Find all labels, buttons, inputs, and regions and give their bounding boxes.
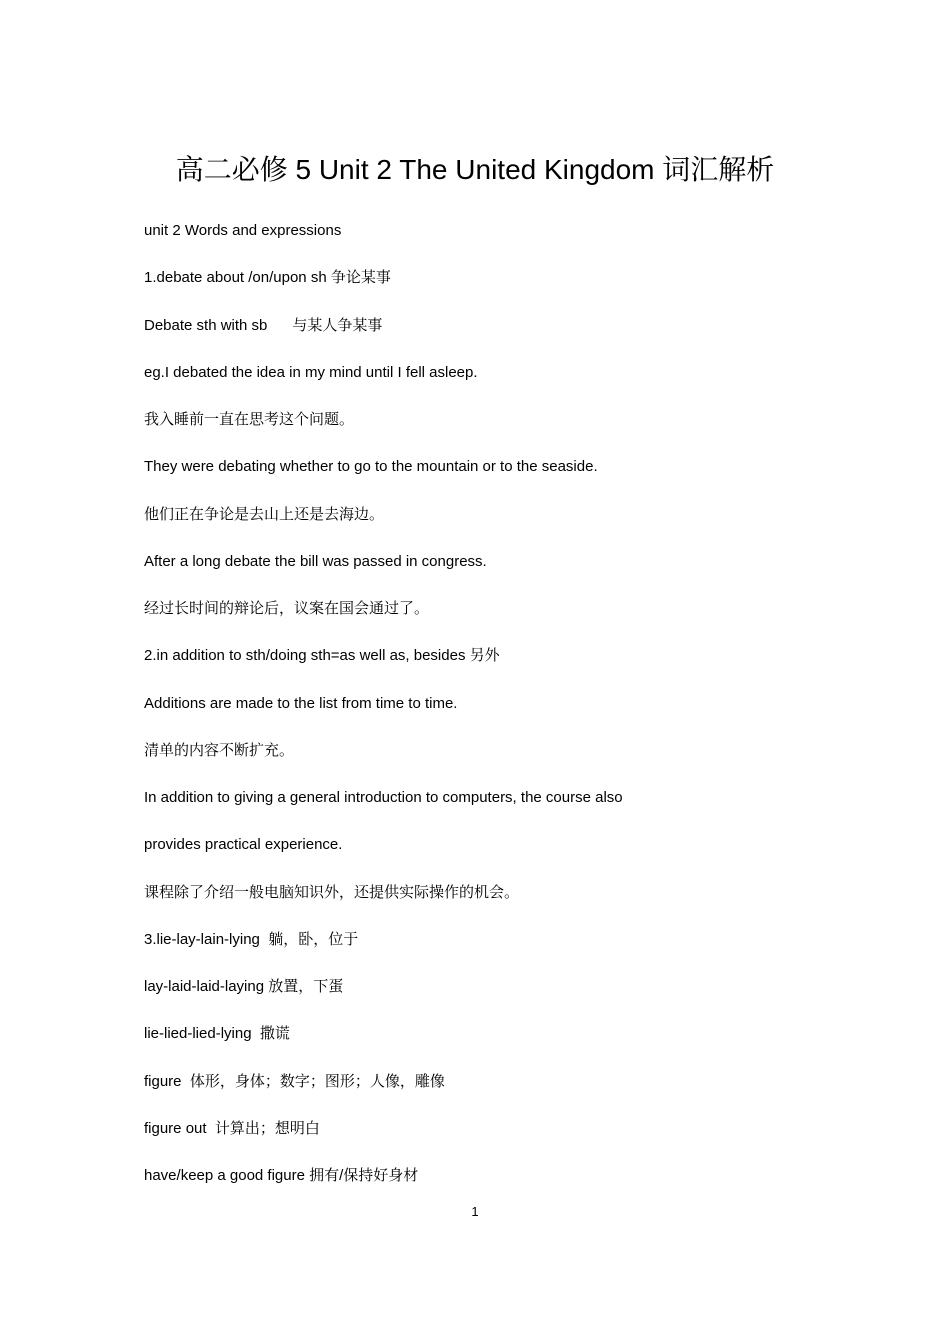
text-line: They were debating whether to go to the mountain or to the seaside. xyxy=(144,458,598,476)
text-line: eg.I debated the idea in my mind until I fell asleep. xyxy=(144,363,478,381)
text-line: 1.debate about /on/upon sh 争论某事 xyxy=(144,269,391,287)
text-line: have/keep a good figure 拥有/保持好身材 xyxy=(144,1167,419,1184)
page-number: 1 xyxy=(471,1204,479,1219)
text-line: 课程除了介绍一般电脑知识外，还提供实际操作的机会。 xyxy=(144,883,520,901)
text-line: 经过长时间的辩论后，议案在国会通过了。 xyxy=(144,600,430,617)
document-title: 高二必修 5 Unit 2 The United Kingdom 词汇解析 xyxy=(175,154,775,185)
text-line: 他们正在争论是去山上还是去海边。 xyxy=(144,505,385,523)
text-line: 我入睡前一直在思考这个问题。 xyxy=(144,411,355,428)
text-line: lie-lied-lied-lying 撒谎 xyxy=(144,1025,290,1043)
text-line: 2.in addition to sth/doing sth=as well as, besides 另外 xyxy=(144,647,500,665)
text-line: figure 体形，身体；数字；图形；人像，雕像 xyxy=(144,1072,445,1090)
text-line: lay-laid-laid-laying 放置，下蛋 xyxy=(144,978,344,995)
text-line: After a long debate the bill was passed in congress. xyxy=(144,552,487,570)
text-line: figure out 计算出；想明白 xyxy=(144,1119,320,1137)
text-line: provides practical experience. xyxy=(144,836,343,854)
text-line: 清单的内容不断扩充。 xyxy=(144,741,295,759)
text-line: In addition to giving a general introduction to computers, the course also xyxy=(144,789,623,806)
text-line: 3.lie-lay-lain-lying 躺，卧，位于 xyxy=(144,930,359,948)
text-line: unit 2 Words and expressions xyxy=(144,222,342,239)
document-body xyxy=(144,216,824,1208)
text-line: Additions are made to the list from time to time. xyxy=(144,694,458,712)
text-line: Debate sth with sb 与某人争某事 xyxy=(144,316,383,334)
